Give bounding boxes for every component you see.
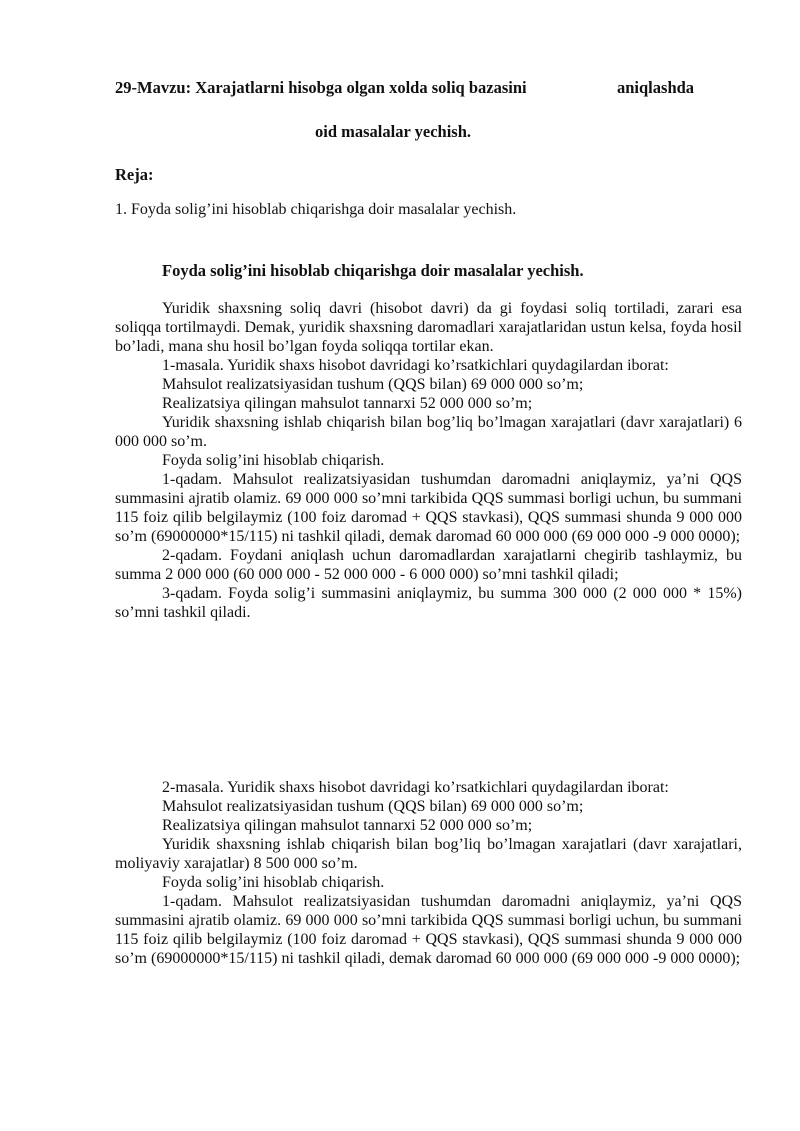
- intro-paragraph: Yuridik shaxsning soliq davri (hisobot davri) da gi foydasi soliq tortiladi, zarari esa soliqqa tortilmaydi. Demak, yuridik shaxsning daromadlari xarajatlaridan ustun kelsa, foyda hosil bo’ladi, mana shu hosil bo’lgan foyda soliqqa tortilar ekan.: [115, 300, 742, 355]
- problem2-expenses: Yuridik shaxsning ishlab chiqarish bilan bog’liq bo’lmagan xarajatlari (davr xarajatlari, moliyaviy xarajatlar) 8 500 000 so’m.: [115, 836, 742, 872]
- problem1-calc-heading: Foyda solig’ini hisoblab chiqarish.: [162, 452, 385, 469]
- problem2-step1: 1-qadam. Mahsulot realizatsiyasidan tushumdan daromadni aniqlaymiz, ya’ni QQS summasini ajratib olamiz. 69 000 000 so’mni tarkibida QQS summasi borligi uchun, bu summani 115 foiz qilib belgilaymiz (100 foiz daromad + QQS stavkasi), QQS summasi shunda 9 000 000 so’m (69000000*15/115) ni tashkil qiladi, demak daromad 60 000 000 (69 000 000 -9 000 0000);: [115, 893, 742, 967]
- problem1-expenses: Yuridik shaxsning ishlab chiqarish bilan bog’liq bo’lmagan xarajatlari (davr xarajatlari) 6 000 000 so’m.: [115, 414, 742, 450]
- title-line-2: oid masalalar yechish.: [315, 122, 472, 141]
- title-line-1: 29-Mavzu: Xarajatlarni hisobga olgan xolda soliq bazasini: [115, 78, 527, 97]
- problem1-step2: 2-qadam. Foydani aniqlash uchun daromadlardan xarajatlarni chegirib tashlaymiz, bu summa 2 000 000 (60 000 000 - 52 000 000 - 6 000 000) so’mni tashkil qiladi;: [115, 547, 742, 583]
- problem2-intro: 2-masala. Yuridik shaxs hisobot davridagi ko’rsatkichlari quydagilardan iborat:: [162, 779, 669, 796]
- problem1-step1: 1-qadam. Mahsulot realizatsiyasidan tushumdan daromadni aniqlaymiz, ya’ni QQS summasini ajratib olamiz. 69 000 000 so’mni tarkibida QQS summasi borligi uchun, bu summani 115 foiz qilib belgilaymiz (100 foiz daromad + QQS stavkasi), QQS summasi shunda 9 000 000 so’m (69000000*15/115) ni tashkil qiladi, demak daromad 60 000 000 (69 000 000 -9 000 0000);: [115, 471, 742, 545]
- problem2-revenue: Mahsulot realizatsiyasidan tushum (QQS bilan) 69 000 000 so’m;: [162, 798, 584, 815]
- problem2-calc-heading: Foyda solig’ini hisoblab chiqarish.: [162, 874, 385, 891]
- problem2-body: [115, 778, 742, 968]
- problem1-revenue: Mahsulot realizatsiyasidan tushum (QQS bilan) 69 000 000 so’m;: [162, 376, 584, 393]
- problem1-body: [115, 299, 742, 622]
- plan-item: 1. Foyda solig’ini hisoblab chiqarishga doir masalalar yechish.: [115, 201, 517, 218]
- section-heading: Foyda solig’ini hisoblab chiqarishga doir masalalar yechish.: [162, 261, 584, 280]
- problem2-cost: Realizatsiya qilingan mahsulot tannarxi 52 000 000 so’m;: [162, 817, 533, 834]
- problem1-cost: Realizatsiya qilingan mahsulot tannarxi 52 000 000 so’m;: [162, 395, 533, 412]
- problem1-step3: 3-qadam. Foyda solig’i summasini aniqlaymiz, bu summa 300 000 (2 000 000 * 15%) so’mni tashkil qiladi.: [115, 585, 742, 621]
- problem1-intro: 1-masala. Yuridik shaxs hisobot davridagi ko’rsatkichlari quydagilardan iborat:: [162, 357, 669, 374]
- plan-label: Reja:: [115, 165, 154, 184]
- title-line-1-end: aniqlashda: [617, 78, 695, 97]
